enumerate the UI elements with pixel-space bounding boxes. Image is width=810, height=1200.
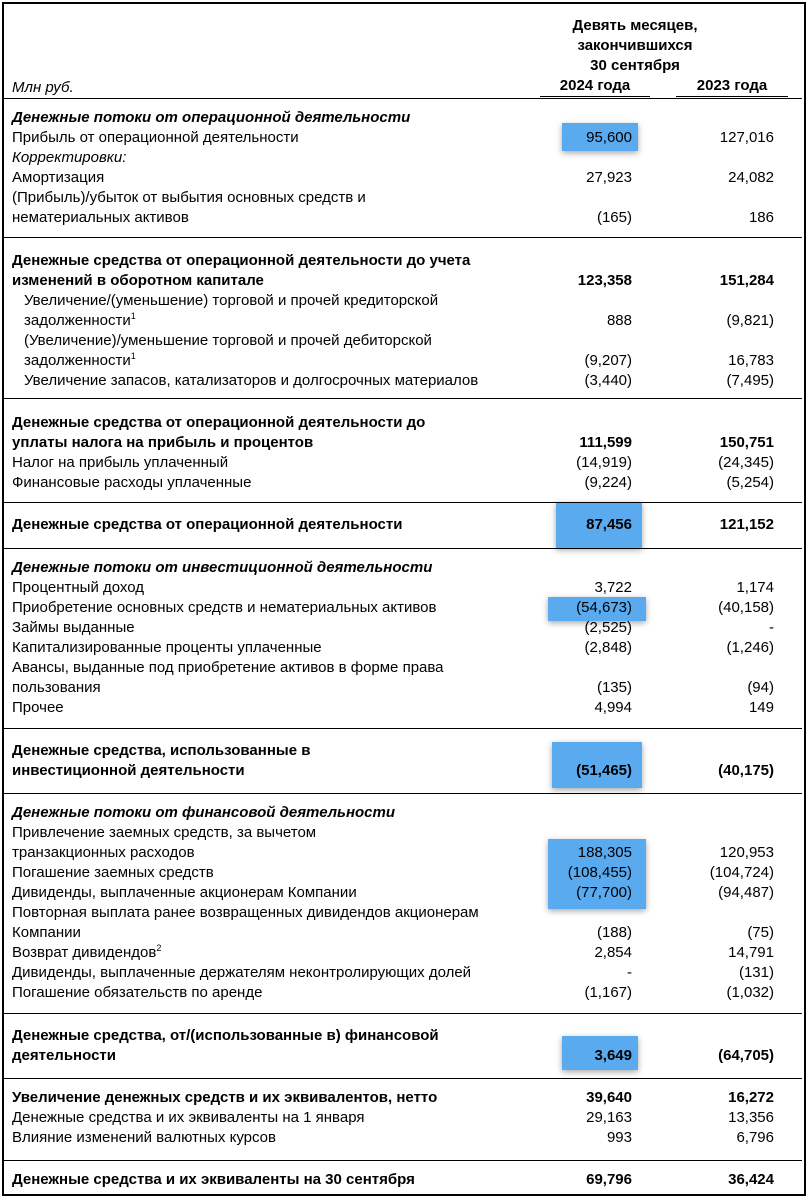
period-line-1: Девять месяцев, bbox=[572, 17, 698, 34]
header-underline bbox=[4, 98, 802, 99]
separator bbox=[4, 398, 802, 399]
col-header-2023: 2023 года bbox=[676, 76, 788, 97]
separator bbox=[4, 548, 802, 549]
footnote-1: 1 bbox=[130, 311, 136, 321]
separator bbox=[4, 1013, 802, 1014]
period-header bbox=[540, 16, 730, 76]
separator bbox=[4, 502, 802, 503]
footnote-2: 2 bbox=[156, 943, 162, 953]
units-label: Млн руб. bbox=[12, 79, 74, 96]
period-line-3: 30 сентября bbox=[590, 57, 680, 74]
separator bbox=[4, 728, 802, 729]
separator bbox=[4, 1160, 802, 1161]
footnote-1: 1 bbox=[130, 351, 136, 361]
separator bbox=[4, 1078, 802, 1079]
period-line-2: закончившихся bbox=[577, 37, 693, 54]
separator bbox=[4, 237, 802, 238]
col-header-2024: 2024 года bbox=[540, 76, 650, 97]
separator bbox=[4, 793, 802, 794]
